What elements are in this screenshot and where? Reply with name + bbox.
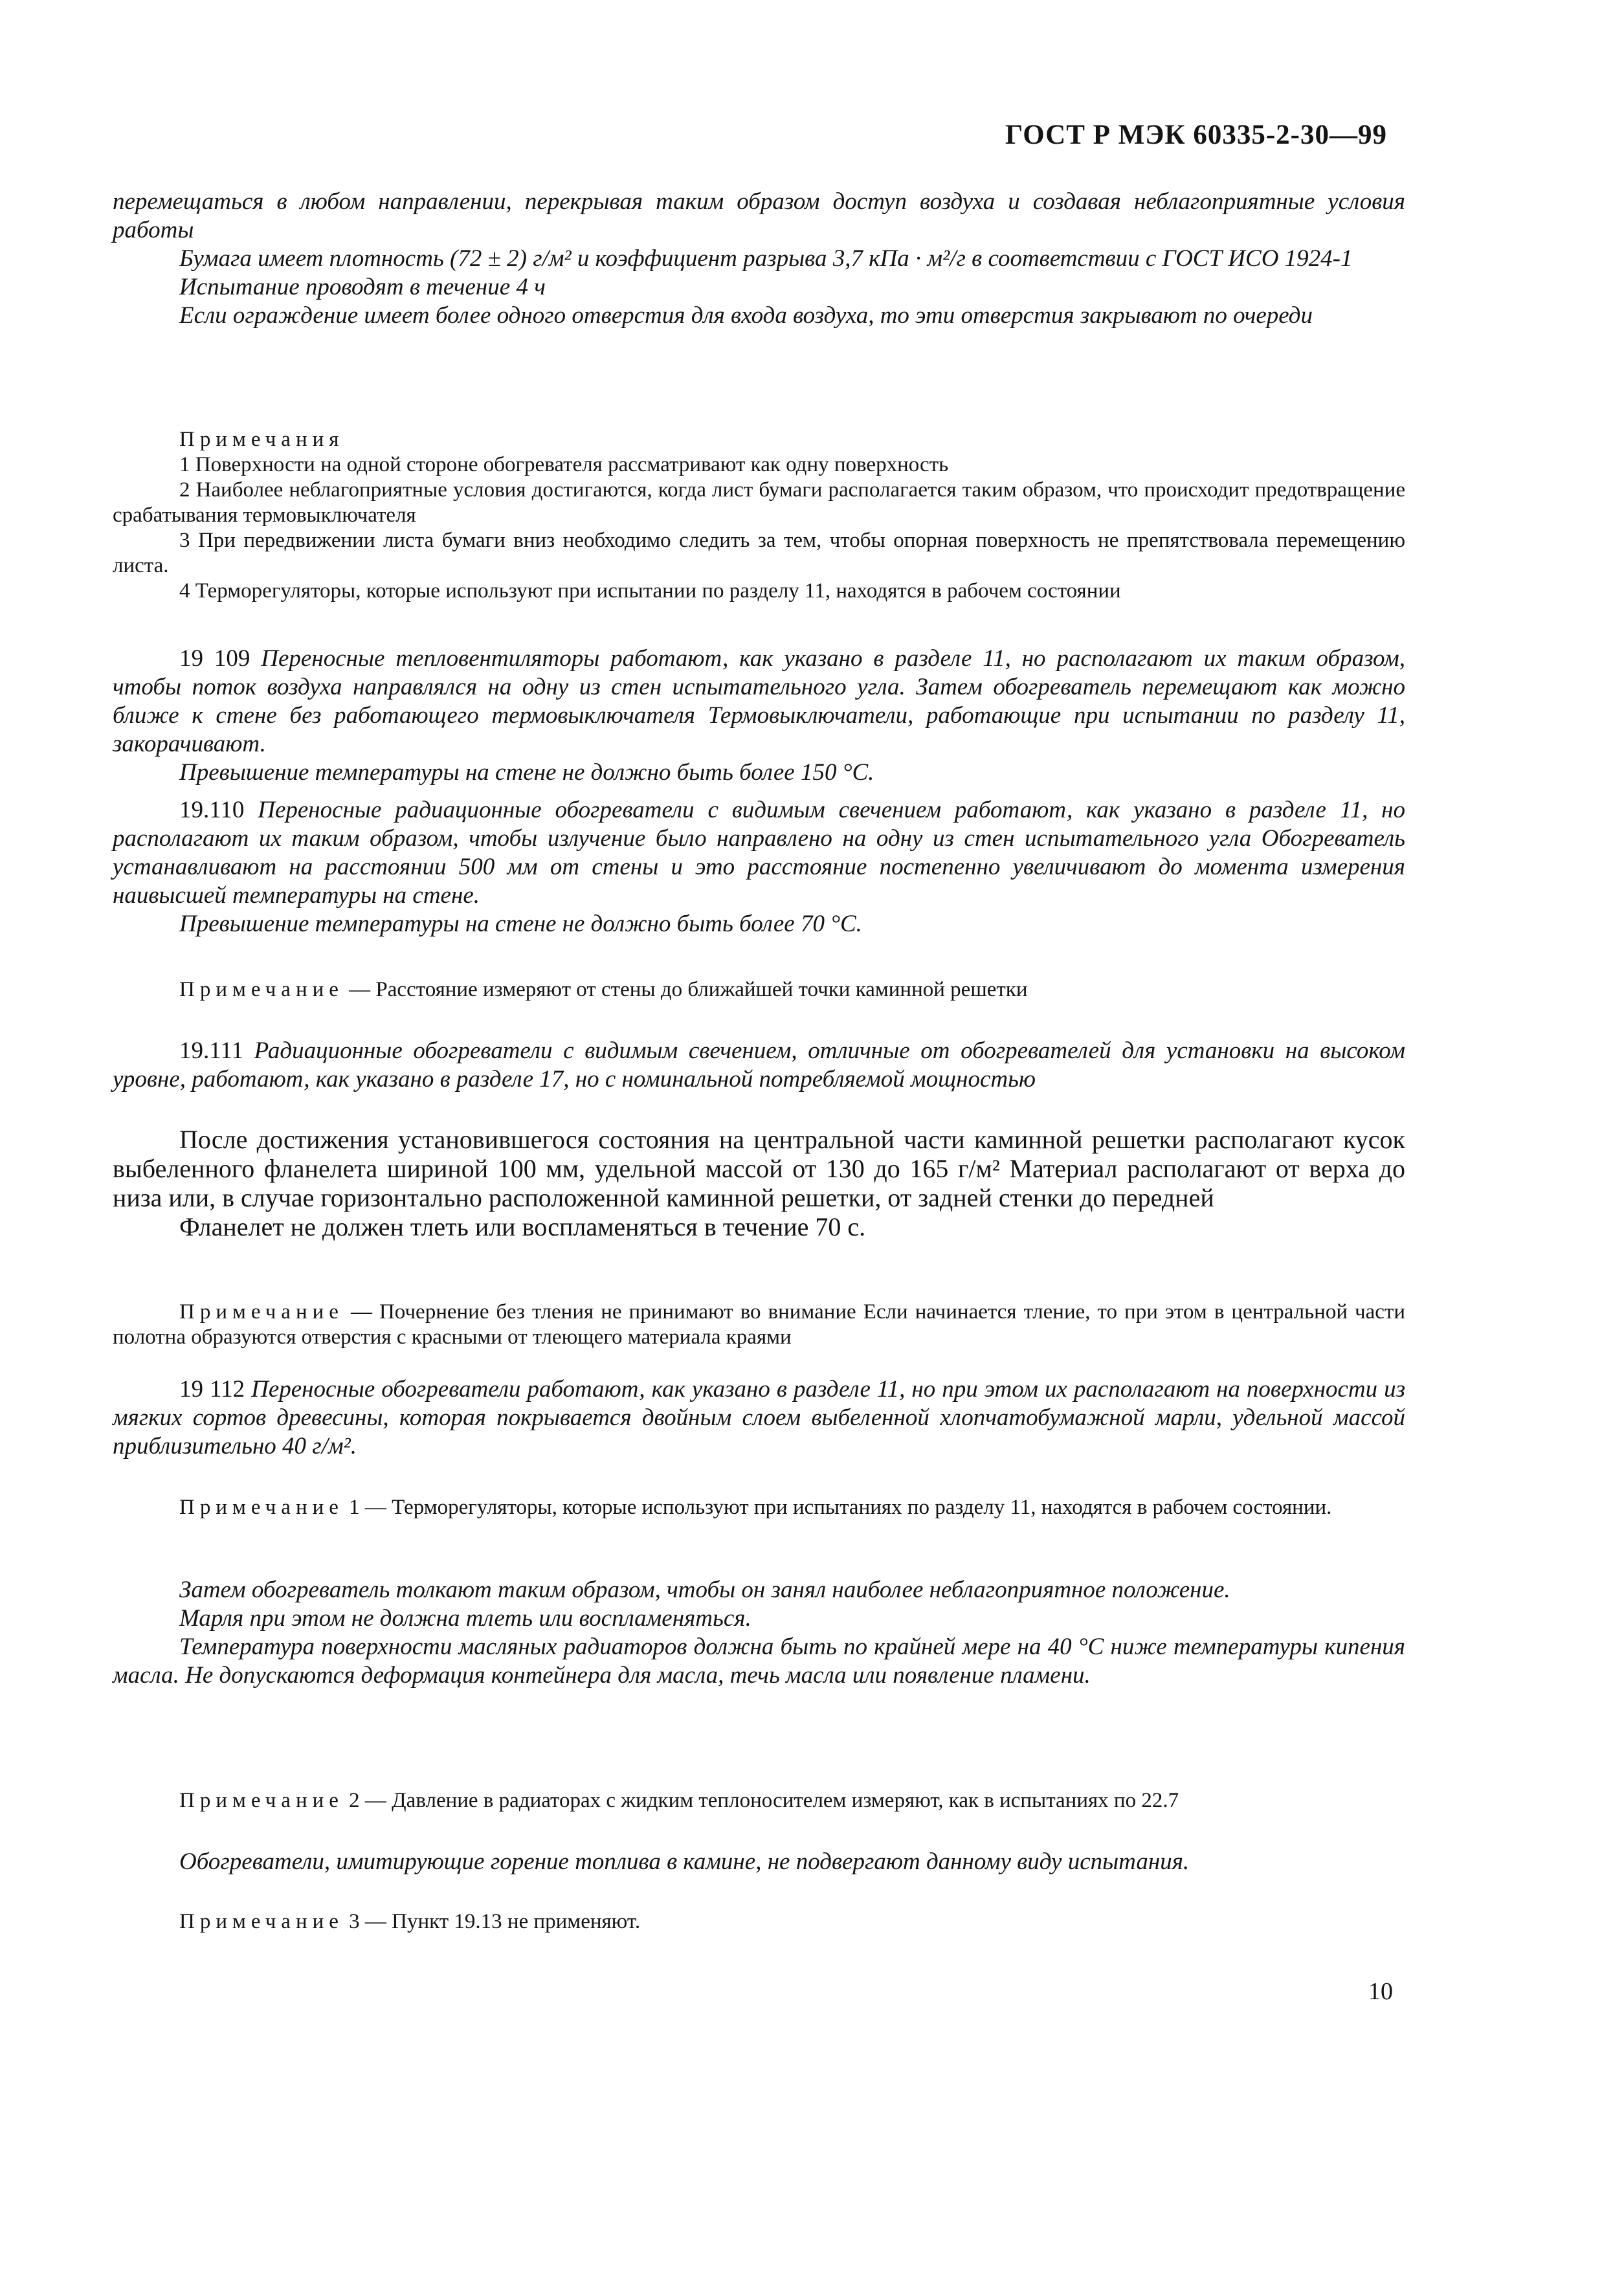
section-paragraph: Фланелет не должен тлеть или воспламеняться в течение 70 с.	[179, 1212, 866, 1241]
after-note-1-block	[113, 1576, 1405, 1690]
intro-paragraph: Испытание проводят в течение 4 ч	[179, 274, 546, 300]
section-19-109	[113, 645, 1405, 787]
note-distance	[113, 977, 1405, 1003]
section-paragraph	[113, 645, 1405, 759]
intro-paragraph: перемещаться в любом направлении, перекрывая таким образом доступ воздуха и создавая неблагоприятные условия работы	[113, 188, 1405, 243]
note-item: 2 Наиболее неблагоприятные условия достигаются, когда лист бумаги располагается таким образом, что происходит предотвращение срабатывания термовыключателя	[113, 478, 1405, 527]
intro-block	[113, 188, 1405, 330]
section-text: Переносные радиационные обогреватели с видимым свечением работают, как указано в разделе 11, но располагают их таким образом, чтобы излучение было направлено на одну из стен испытательного угла Обогреватель устанавливают на расстоянии 500 мм от стены и это расстояние постепенно увеличивают до момента измерения наивысшей температуры на стене.	[113, 797, 1406, 909]
section-19-110	[113, 796, 1405, 938]
intro-paragraph: Если ограждение имеет более одного отверстия для входа воздуха, то эти отверстия закрывают по очереди	[179, 302, 1313, 329]
note-item: 3 При передвижении листа бумаги вниз необходимо следить за тем, чтобы опорная поверхность не препятствовала перемещению листа.	[113, 529, 1405, 577]
note-1	[113, 1495, 1405, 1520]
note-text: — Почернение без тления не принимают во внимание Если начинается тление, то при этом в центральной части полотна образуются отверстия с красными от тлеющего материала краями	[113, 1300, 1405, 1349]
section-limit: Превышение температуры на стене не должно быть более 150 °С.	[179, 759, 874, 786]
fire-imitation-block	[113, 1848, 1405, 1876]
note-text: 1 — Терморегуляторы, которые используют при испытаниях по разделу 11, находятся в рабочем состоянии.	[343, 1496, 1332, 1519]
section-paragraph	[113, 1375, 1405, 1461]
notes-title: Примечания	[179, 428, 344, 451]
section-paragraph: Марля при этом не должна тлеть или воспламеняться.	[179, 1605, 751, 1632]
section-paragraph	[113, 796, 1405, 910]
document-header: ГОСТ Р МЭК 60335-2-30—99	[1005, 120, 1387, 150]
note-3	[113, 1909, 1405, 1935]
note-label: Примечание	[179, 978, 344, 1001]
note-label: Примечание	[179, 1789, 344, 1812]
section-text: Радиационные обогреватели с видимым свечением, отличные от обогревателей для установки на высоком уровне, работают, как указано в разделе 17, но с номинальной потребляемой мощностью	[113, 1037, 1406, 1092]
section-paragraph: Обогреватели, имитирующие горение топлива в камине, не подвергают данному виду испытания.	[179, 1848, 1190, 1875]
note-text: 3 — Пункт 19.13 не применяют.	[343, 1910, 641, 1933]
note-text: — Расстояние измеряют от стены до ближайшей точки каминной решетки	[343, 978, 1028, 1001]
page-number: 10	[1368, 1978, 1393, 2005]
note-item: 4 Терморегуляторы, которые используют при испытании по разделу 11, находятся в рабочем состоянии	[179, 579, 1121, 603]
section-19-111-body	[113, 1125, 1405, 1241]
note-label: Примечание	[179, 1496, 344, 1519]
section-number: 19 109	[179, 645, 250, 672]
section-text: Переносные обогреватели работают, как указано в разделе 11, но при этом их располагают на поверхности из мягких сортов древесины, которая покрывается двойным слоем выбеленной хлопчатобумажной марли, удельной массой приблизительно 40 г/м².	[113, 1376, 1406, 1459]
section-paragraph: Температура поверхности масляных радиаторов должна быть по крайней мере на 40 °С ниже температуры кипения масла. Не допускаются деформация контейнера для масла, течь масла или появление пламени.	[113, 1634, 1405, 1689]
note-2	[113, 1788, 1405, 1813]
section-number: 19 112	[179, 1376, 245, 1403]
intro-paragraph: Бумага имеет плотность (72 ± 2) г/м² и коэффициент разрыва 3,7 кПа · м²/г в соответствии с ГОСТ ИСО 1924-1	[179, 245, 1353, 272]
note-label: Примечание	[179, 1300, 344, 1324]
section-text: Переносные тепловентиляторы работают, как указано в разделе 11, но располагают их таким образом, чтобы поток воздуха направлялся на одну из стен испытательного угла. Затем обогреватель перемещают как можно ближе к стене без работающего термовыключателя Термовыключатели, работающие при испытании по разделу 11, закорачивают.	[113, 645, 1405, 757]
note-item: 1 Поверхности на одной стороне обогревателя рассматривают как одну поверхность	[179, 453, 949, 476]
notes-block	[113, 427, 1405, 604]
section-number: 19.110	[179, 797, 245, 823]
section-19-111	[113, 1037, 1405, 1094]
note-blackening	[113, 1300, 1405, 1350]
section-19-112	[113, 1375, 1405, 1461]
note-text: 2 — Давление в радиаторах с жидким теплоносителем измеряют, как в испытаниях по 22.7	[343, 1789, 1179, 1812]
section-number: 19.111	[179, 1037, 244, 1064]
section-paragraph: Затем обогреватель толкают таким образом, чтобы он занял наиболее неблагоприятное положение.	[179, 1577, 1230, 1603]
section-limit: Превышение температуры на стене не должно быть более 70 °С.	[179, 911, 862, 937]
note-label: Примечание	[179, 1910, 344, 1933]
section-paragraph: После достижения установившегося состояния на центральной части каминной решетки располагают кусок выбеленного фланелета шириной 100 мм, удельной массой от 130 до 165 г/м² Материал располагают от верха до низа или, в случае горизонтально расположенной каминной решетки, от задней стенки до передней	[113, 1125, 1405, 1212]
section-paragraph	[113, 1037, 1405, 1094]
